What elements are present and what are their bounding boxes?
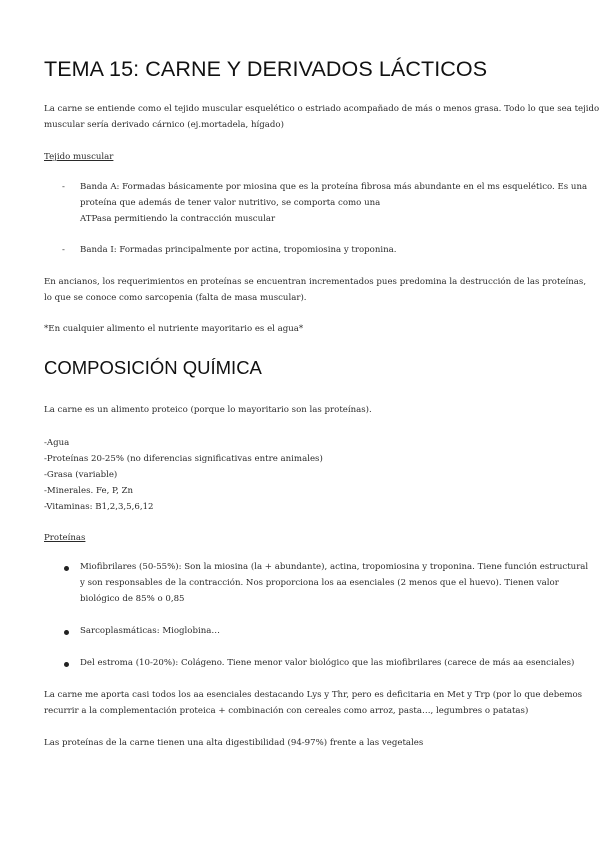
bullet-marker xyxy=(64,630,69,635)
componente-item: -Grasa (variable) xyxy=(44,470,118,480)
miofibrilares-line-2: y son responsables de la contracción. Nos proporciona los aa esenciales (2 menos que el huevo). Tienen valor xyxy=(80,578,559,588)
intro-line-2: muscular sería derivado cárnico (ej.mortadela, hígado) xyxy=(44,120,284,130)
componente-item: -Agua xyxy=(44,438,70,448)
carne-proteico-line: La carne es un alimento proteico (porque lo mayoritario son las proteínas). xyxy=(44,405,372,415)
banda-i-line: Banda I: Formadas principalmente por actina, tropomiosina y troponina. xyxy=(80,245,397,255)
ancianos-line-1: En ancianos, los requerimientos en proteínas se encuentran incrementados pues predomina la destrucción de las proteínas, xyxy=(44,277,587,287)
banda-a-line-2: proteína que además de tener valor nutritivo, se comporta como una xyxy=(80,198,381,208)
banda-a-line-1: Banda A: Formadas básicamente por miosina que es la proteína fibrosa más abundante en el ms esquelético. Es una xyxy=(80,182,588,192)
miofibrilares-line-3: biológico de 85% o 0,85 xyxy=(80,594,185,604)
ancianos-line-2: lo que se conoce como sarcopenia (falta de masa muscular). xyxy=(44,293,307,303)
miofibrilares-line-1: Miofibrilares (50-55%): Son la miosina (la + abundante), actina, tropomiosina y troponina. Tiene función estructural xyxy=(80,562,589,572)
tejido-muscular-heading: Tejido muscular xyxy=(44,152,114,162)
componente-item: -Proteínas 20-25% (no diferencias significativas entre animales) xyxy=(44,454,323,464)
aporta-line-2: recurrir a la complementación proteica + combinación con cereales como arroz, pasta…, legumbres o patatas) xyxy=(44,706,529,716)
componente-item: -Minerales. Fe, P, Zn xyxy=(44,486,134,496)
section-title-composicion: COMPOSICIÓN QUÍMICA xyxy=(44,357,262,378)
bullet-marker xyxy=(64,566,69,571)
bullet-marker xyxy=(64,662,69,667)
estroma-line: Del estroma (10-20%): Colágeno. Tiene menor valor biológico que las miofibrilares (carece de más aa esenciales) xyxy=(80,658,575,668)
dash-marker: - xyxy=(62,182,65,192)
banda-a-line-3: ATPasa permitiendo la contracción muscular xyxy=(80,214,276,224)
proteinas-heading: Proteínas xyxy=(44,533,86,543)
sarcoplasmaticas-line: Sarcoplasmáticas: Mioglobina… xyxy=(80,626,220,636)
nota-agua: *En cualquier alimento el nutriente mayoritario es el agua* xyxy=(44,324,304,334)
page-title: TEMA 15: CARNE Y DERIVADOS LÁCTICOS xyxy=(44,57,488,81)
aporta-line-1: La carne me aporta casi todos los aa esenciales destacando Lys y Thr, pero es deficitaria en Met y Trp (por lo que debemos xyxy=(44,690,583,700)
intro-line-1: La carne se entiende como el tejido muscular esquelético o estriado acompañado de más o menos grasa. Todo lo que sea tejido xyxy=(44,104,600,114)
dash-marker: - xyxy=(62,245,65,255)
componente-item: -Vitaminas: B1,2,3,5,6,12 xyxy=(44,502,154,512)
digestibilidad-line: Las proteínas de la carne tienen una alta digestibilidad (94-97%) frente a las vegetales xyxy=(44,738,424,748)
